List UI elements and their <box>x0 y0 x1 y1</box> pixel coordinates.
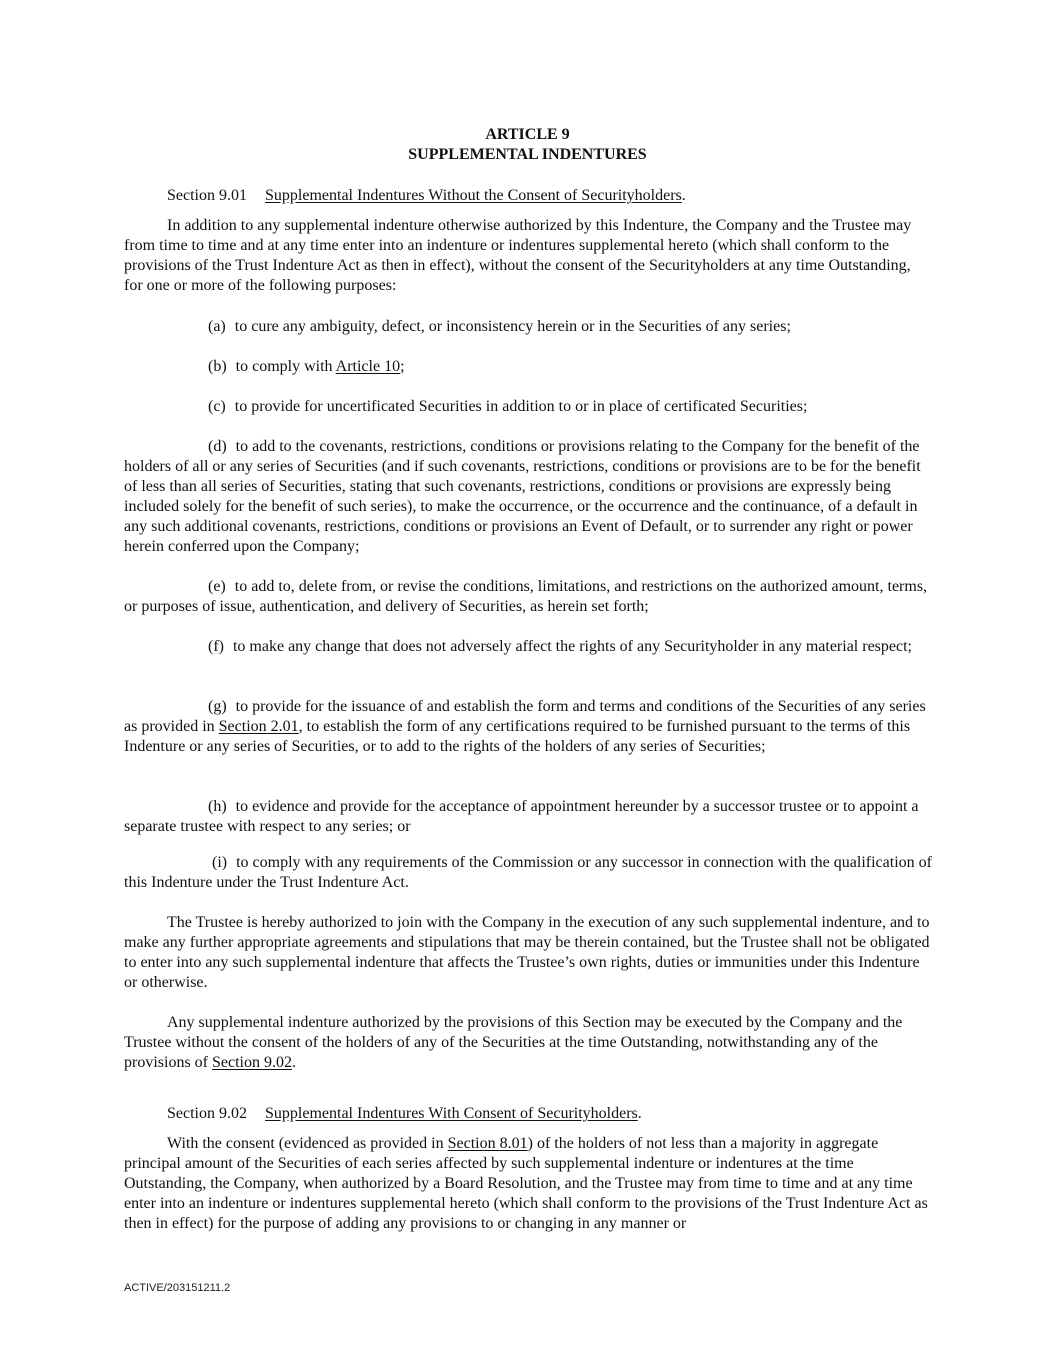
list-item-e: (e) to add to, delete from, or revise the conditions, limitations, and restrictions on the authorized amount, terms, or purposes of issue, authentication, and delivery of Securities, as herein set forth; <box>124 578 928 615</box>
section-number: Section 9.02 <box>167 1105 247 1122</box>
list-item-h: (h) to evidence and provide for the acceptance of appointment hereunder by a successor trustee or to appoint a separate trustee with respect to any series; or <box>124 798 919 835</box>
section-number: Section 9.01 <box>167 187 247 204</box>
list-item-a: (a) to cure any ambiguity, defect, or inconsistency herein or in the Securities of any series; <box>208 318 791 335</box>
article-10-link[interactable]: Article 10 <box>335 358 401 375</box>
section-9-02-link[interactable]: Section 9.02 <box>212 1054 292 1071</box>
section-title: Supplemental Indentures With Consent of Securityholders <box>265 1105 638 1122</box>
trustee-paragraph: The Trustee is hereby authorized to join with the Company in the execution of any such supplemental indenture, and to make any further appropriate agreements and stipulations that may be therein contained, but the Trustee shall not be obligated to enter into any such supplemental indenture that affects the Trustee’s own rights, duties or immunities under this Indenture or otherwise. <box>124 914 930 991</box>
list-item-f: (f) to make any change that does not adversely affect the rights of any Securityholder in any material respect; <box>208 638 912 655</box>
section-9-02-paragraph: With the consent (evidenced as provided in Section 8.01) of the holders of not less than a majority in aggregate principal amount of the Securities of each series affected by such supplemental indenture or indentures at the time Outstanding, the Company, when authorized by a Board Resolution, and the Trustee may from time to time and at any time enter into an indenture or indentures supplemental hereto (which shall conform to the provisions of the Trust Indenture Act as then in effect) for the purpose of adding any provisions to or changing in any manner or <box>124 1135 928 1232</box>
section-9-02-heading: Section 9.02 Supplemental Indentures With Consent of Securityholders. <box>167 1105 642 1122</box>
section-title: Supplemental Indentures Without the Consent of Securityholders <box>265 187 682 204</box>
section-9-01-heading: Section 9.01 Supplemental Indentures Without the Consent of Securityholders. <box>167 187 686 204</box>
article-number: ARTICLE 9 <box>485 126 570 143</box>
footer-doc-id: ACTIVE/203151211.2 <box>124 1282 231 1294</box>
section-2-01-link[interactable]: Section 2.01 <box>218 718 299 735</box>
article-title: SUPPLEMENTAL INDENTURES <box>408 146 647 163</box>
list-item-c: (c) to provide for uncertificated Securities in addition to or in place of certificated Securities; <box>208 398 808 415</box>
section-9-01-intro: In addition to any supplemental indenture otherwise authorized by this Indenture, the Company and the Trustee may from time to time and at any time enter into an indenture or indentures supplemental hereto (which shall conform to the provisions of the Trust Indenture Act as then in effect), without the consent of the Securityholders at any time Outstanding, for one or more of the following purposes: <box>124 217 912 294</box>
list-item-g: (g) to provide for the issuance of and establish the form and terms and conditions of the Securities of any series as provided in Section 2.01, to establish the form of any certifications required to be furnished pursuant to the terms of this Indenture or any series of Securities, or to add to the rights of the holders of any series of Securities; <box>124 698 926 755</box>
section-9-01-closing: Any supplemental indenture authorized by the provisions of this Section may be executed by the Company and the Trustee without the consent of the holders of any of the Securities at the time Outstanding, notwithstanding any of the provisions of Section 9.02. <box>124 1014 903 1071</box>
list-item-b: (b) to comply with Article 10; <box>208 358 405 375</box>
list-item-d: (d) to add to the covenants, restrictions, conditions or provisions relating to the Company for the benefit of the holders of all or any series of Securities (and if such covenants, restrictions, conditions or provisions are to be for the benefit of less than all series of Securities, stating that such covenants, restrictions, conditions or provisions are expressly being included solely for the benefit of such series), to make the occurrence, or the occurrence and the continuance, of a default in any such additional covenants, restrictions, conditions or provisions an Event of Default, or to surrender any right or power herein conferred upon the Company; <box>124 438 921 555</box>
list-item-i: (i) to comply with any requirements of the Commission or any successor in connection with the qualification of this Indenture under the Trust Indenture Act. <box>124 854 932 891</box>
section-8-01-link[interactable]: Section 8.01 <box>447 1135 528 1152</box>
